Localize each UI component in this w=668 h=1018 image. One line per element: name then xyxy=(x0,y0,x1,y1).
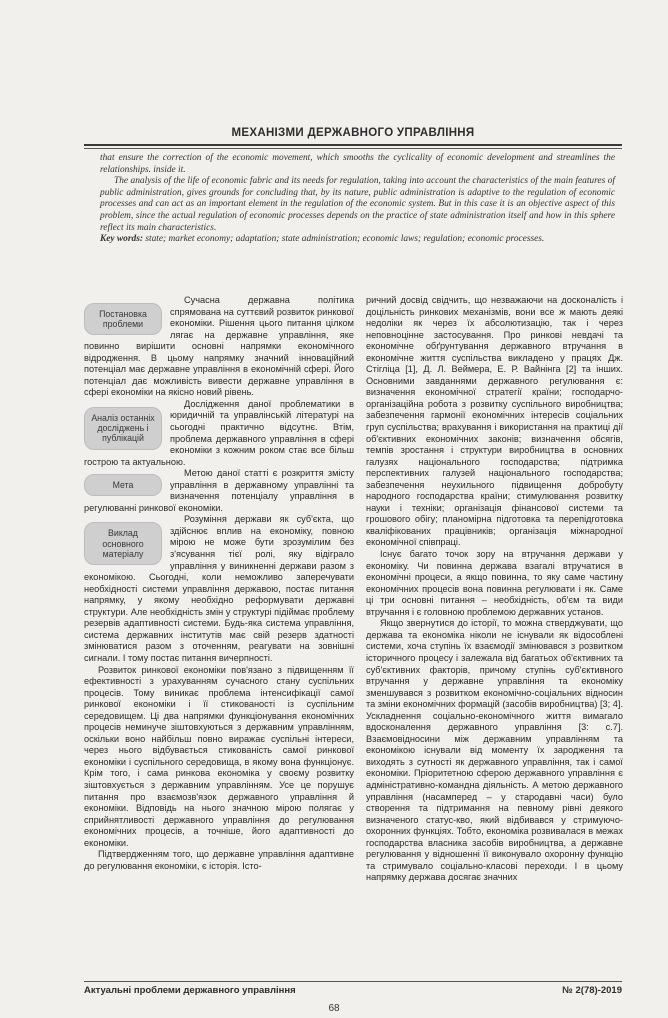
paragraph-right-2: Існує багато точок зору на втручання держави у економіку. Чи повинна держава взагалі втручатися в економічні процеси, а якщо повинна, то яку саме частину економічних процесів вона повинна регулювати і як. Саме ці три основні питання – необхідність, об'єм та види втручання і є головною проблемою державних установ. xyxy=(366,549,623,617)
paragraph-main-3: Підтвердженням того, що державне управління адаптивне до регулювання економіки, є історія. Істо- xyxy=(84,849,354,871)
keywords xyxy=(100,234,615,246)
paragraph-problem: Сучасна державна політика спрямована на суттєвий розвиток ринкової економіки. Рішення цього питання цілком лягає на державне управління, яке повинно вирішити основні напрямки економічного відродження. В цьому напрямку значний інноваційний потенціал має державне управління в економічній сфері. Його потенціал дає можливість вивести державне управління в сфері економіки на якісно новий рівень. xyxy=(84,295,354,398)
left-column xyxy=(84,295,354,872)
paragraph-analysis: Дослідження даної проблематики в юридичній та управлінській літературі на сьогодні практично відсутнє. Втім, проблема державного управління в сфері економіки з кожним роком стає все більш гострою та актуальною. xyxy=(84,398,354,467)
paragraph-right-1: ричний досвід свідчить, що незважаючи на досконалість і доцільність ринкових механізмів, вони все ж мають деякі недоліки як через їх абсолютизацію, так і через неповноцінне застосування. Про ринкові невдачі та економічне обґрунтування державного втручання в економічне життя суспільства викладено у працях Дж. Стігліца [1], Д. Л. Веймера, Е. Р. Вайнінга [2] та інших. Основними завданнями державного регулювання є: визначення економічної стратегії країни; господарчо-організаційна робота з розвитку суспільного виробництва; забезпечення гармонії економічних інтересів соціальних груп суспільства; врахування і використання на практиці дії об'єктивних економічних законів; визначення обсягів, темпів зростання і структури виробництва в основних галузях національного господарства; підтримка перспективних галузей національного господарства; забезпечення неухильного підвищення добробуту народного господарства країни; стимулювання розвитку науки і техніки; організація фінансової системи та грошового обігу; планомірна підготовка та перепідготовка кваліфікованих працівників; організація міжнародної економічної співпраці. xyxy=(366,295,623,548)
paragraph-goal: Метою даної статті є розкриття змісту управління в державному управлінні та визначення потенціалу управління в регулюванні ринкової економіки. xyxy=(84,468,354,513)
section-label-main: Виклад основного матеріалу xyxy=(84,522,162,565)
section-label-analysis: Аналіз останніх досліджень і публікацій xyxy=(84,407,162,450)
section-label-goal: Мета xyxy=(84,474,162,496)
abstract-paragraph-2: The analysis of the life of economic fabric and its needs for regulation, taking into account the characteristics of the main features of public administration, gives grounds for concluding that, by its nature, public administration is adaptive to the regulation of economic processes and can act as an important element in the regulation of the economic system. But in this case it is an objective aspect of this problem, since the actual regulation of economic processes depends on the practice of state administration itself and how in this sphere reflect its main characteristics. xyxy=(100,176,615,233)
issue-number: № 2(78)-2019 xyxy=(562,985,622,996)
keywords-text: state; market economy; adaptation; state administration; economic laws; regulation; economic processes. xyxy=(142,234,545,245)
paragraph-main-2: Розвиток ринкової економіки пов'язано з підвищенням її ефективності з урахуванням сучасного стану суспільних процесів. Тому виникає проблема інтенсифікації самої ринкової економіки і її стикованості із суспільним середовищем. Ці два напрямки функціонування економічних процесів неминуче зіштовхуються з державним управлінням, оскільки воно найбільш повно виражає суспільні інтереси, через нього відбувається стикованість самої ринкової економіки і суспільного середовища, в якому вона функціонує. Крім того, і сама ринкова економіка у своєму розвитку зіштовхується з державним управлінням. Усе це порушує питання про взаємозв'язок державного управління й економіки. Відповідь на нього значною мірою полягає у сприйнятливості державного управління до регулювання економічних процесів, а точніше, його адаптивності до економіки. xyxy=(84,664,354,848)
journal-title: Актуальні проблеми державного управління xyxy=(84,985,296,996)
paragraph-main-1: Розуміння держави як суб'єкта, що здійснює вплив на економіку, повною мірою не може бути зрозумілим без з'ясування тієї ролі, яку відіграло управління у виникненні держави разом з економікою. Сьогодні, коли неможливо заперечувати необхідності системи управління державою, постає питання напрямку, у якому необхідно реформувати державні структури. Але необхідність змін у структурі підіймає проблему резервів адаптивності системи. Будь-яка система управління, система державних інститутів має свій резерв здатності змінюватися разом з оточенням, реагувати на зовнішні сигнали. І тому постає питання вичерпності. xyxy=(84,514,354,663)
footer-rule xyxy=(84,981,622,982)
header-rule-thin xyxy=(84,148,622,149)
right-column xyxy=(366,295,623,884)
section-label-problem: Постановка проблеми xyxy=(84,303,162,335)
abstract-paragraph-1: that ensure the correction of the economic movement, which smooths the cyclicality of economic development and streamlines the relationships. inside it. xyxy=(100,153,615,175)
paragraph-right-3: Якщо звернутися до історії, то можна стверджувати, що держава та економіка ніколи не існували як відособлені системи, хоча ступінь їх взаємодії змінювався з розвитком історичного процесу і залежала від багатьох об'єктивних та суб'єктивних факторів, причому ступінь суб'єктивного втручання у державне управління та економіку зменшувався з розвитком економічно-соціальних відносин та зміни економічних формацій (засобів виробництва) [3; 4]. Ускладнення соціально-економічного життя вимагало вдосконалення державного управління [3: с.7]. Взаємовідносини між державним управлінням та економікою існували від моменту їх зародження та виходять з сутності як державного управління, так і самої економіки. Пріоритетною сферою державного управління є адміністративно-командна діяльність. А метою державного управління (насамперед – у стародавні часи) було створення та підтримання на певному рівні деякого визначеного статус-кво, який відбивався у стримуючо-охоронних функціях. Тобто, економіка розвивалася в межах господарства власника засобів виробництва, а державне регулювання у відношенні її виконувало охоронну функцію та стримувало соціально-класові переходи. І в цьому напрямку держава досягає значних xyxy=(366,618,623,883)
english-abstract xyxy=(100,153,615,246)
header-rule xyxy=(84,144,622,146)
keywords-label: Key words: xyxy=(100,234,143,245)
page-number: 68 xyxy=(328,1003,340,1014)
running-header: МЕХАНІЗМИ ДЕРЖАВНОГО УПРАВЛІННЯ xyxy=(231,127,475,139)
